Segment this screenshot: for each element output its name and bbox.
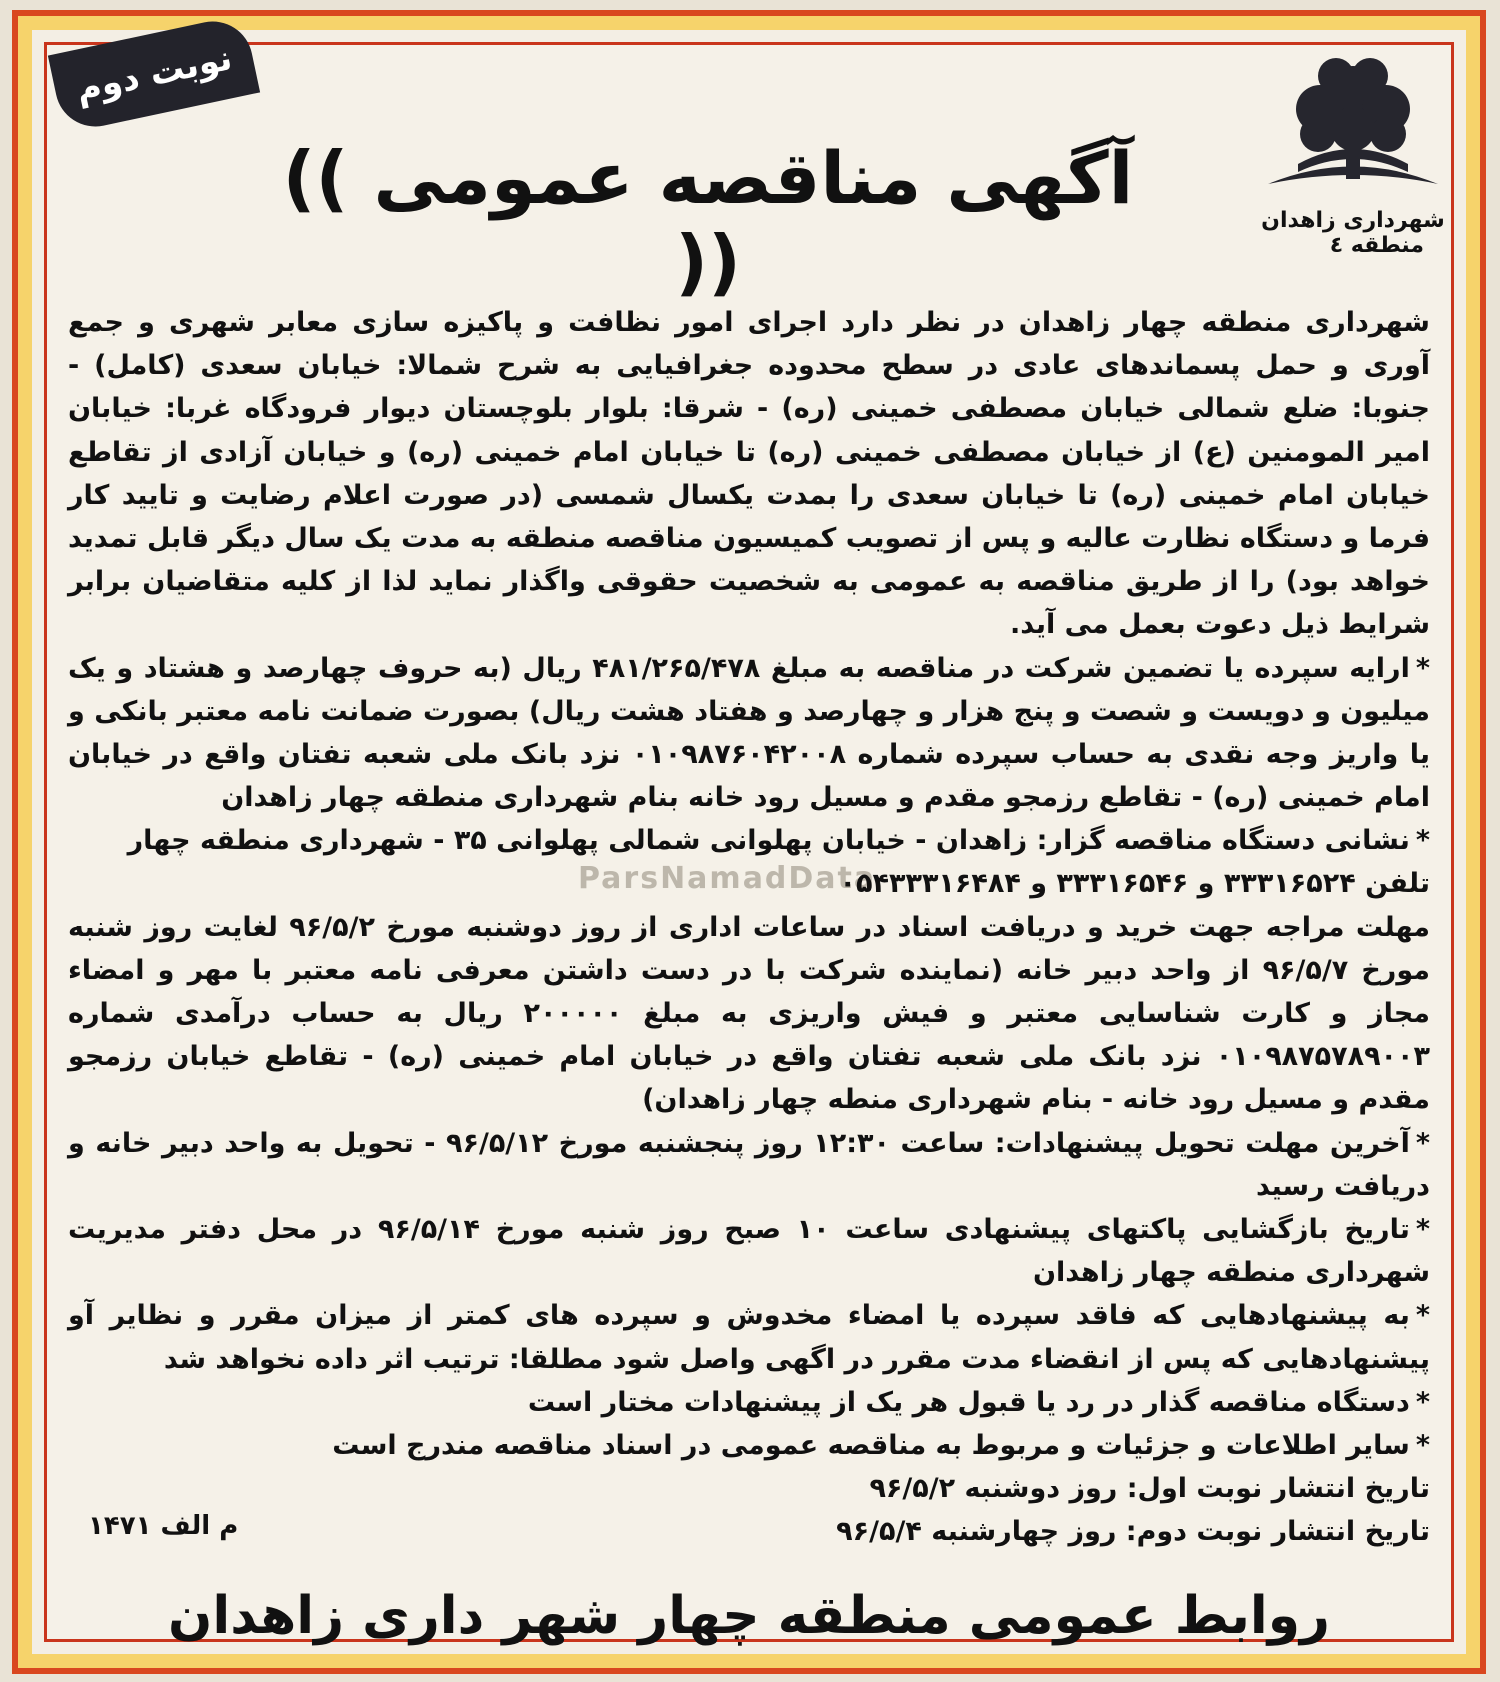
rights-item: * دستگاه مناقصه گذار در رد یا قبول هر یک از پیشنهادات مختار است	[68, 1381, 1430, 1424]
logo-region: منطقه ٤	[1329, 233, 1424, 258]
tree-emblem-icon	[1258, 54, 1448, 204]
advertisement-page	[12, 10, 1486, 1674]
notice-body	[68, 301, 1430, 1553]
intro-paragraph: شهرداری منطقه چهار زاهدان در نظر دارد اجرای امور نظافت و پاکیزه سازی معابر شهری و جمع آوری و حمل پسماندهای عادی در سطح محدوده جغرافیایی به شرح شمالا: خیابان سعدی (کامل) - جنوبا: ضلع شمالی خیابان مصطفی خمینی (ره) - شرقا: بلوار بلوچستان دیوار فرودگاه غربا: خیابان امیر المومنین (ع) از خیابان مصطفی خمینی (ره) تا خیابان امام خمینی (ره) و خیابان آزادی از تقاطع خیابان امام خمینی (ره) تا خیابان سعدی را بمدت یکسال شمسی (در صورت اعلام رضایت و تایید کار فرما و دستگاه نظارت عالیه و پس از تصویب کمیسیون مناقصه منطقه به مدت یک سال دیگر قابل تمدید خواهد بود) را از طریق مناقصه به عمومی به شخصیت حقوقی واگذار نماید لذا از کلیه متقاضیان برابر شرایط ذیل دعوت بعمل می آید.	[68, 307, 1430, 641]
reference-number: م الف ۱۴۷۱	[88, 1511, 239, 1541]
invalid-bids-item: * به پیشنهادهایی که فاقد سپرده یا امضاء مخدوش و سپرده های کمتر از میزان مقرر و نظایر آو پیشنهادهایی که پس از انقضاء مدت مقرر در اگهی واصل شود مطلقا: ترتیب اثر داده نخواهد شد	[68, 1294, 1430, 1380]
address-item: * نشانی دستگاه مناقصه گزار: زاهدان - خیابان پهلوانی شمالی پهلوانی ۳۵ - شهرداری منطقه چهار	[68, 819, 1430, 862]
opening-date-item: * تاریخ بازگشایی پاکتهای پیشنهادی ساعت ۱۰ صبح روز شنبه مورخ ۹۶/۵/۱۴ در محل دفتر مدیریت شهرداری منطقه چهار زاهدان	[68, 1208, 1430, 1294]
first-publication-line: تاریخ انتشار نوبت اول: روز دوشنبه ۹۶/۵/۲	[869, 1473, 1430, 1505]
logo-name: شهرداری زاهدان	[1261, 208, 1445, 233]
info-item: * سایر اطلاعات و جزئیات و مربوط به مناقصه عمومی در اسناد مناقصه مندرج است	[68, 1424, 1430, 1467]
watermark: ParsNamadData	[578, 861, 877, 896]
second-run-badge: نوبت دوم	[48, 14, 260, 134]
municipality-logo	[1248, 54, 1458, 294]
submission-deadline-item: * آخرین مهلت تحویل پیشنهادات: ساعت ۱۲:۳۰ روز پنجشنبه مورخ ۹۶/۵/۱۲ - تحویل به واحد دبیر خانه و دریافت رسید	[68, 1122, 1430, 1208]
deposit-item: * ارایه سپرده یا تضمین شرکت در مناقصه به مبلغ ۴۸۱/۲۶۵/۴۷۸ ریال (به حروف چهارصد و هشتاد و یک میلیون و دویست و شصت و پنج هزار و چهارصد و هفتاد هشت ریال) بصورت ضمانت نامه معتبر بانکی و یا واریز وجه نقدی به حساب سپرده شماره ۰۱۰۹۸۷۶۰۴۲۰۰۸ نزد بانک ملی شعبه تفتان واقع در خیابان امام خمینی (ره) - تقاطع رزمجو مقدم و مسیل رود خانه بنام شهرداری منطقه چهار زاهدان	[68, 647, 1430, 820]
footer-public-relations: روابط عمومی منطقه چهار شهر داری زاهدان	[168, 1586, 1330, 1646]
document-deadline-paragraph: مهلت مراجه جهت خرید و دریافت اسناد در ساعات اداری از روز دوشنبه مورخ ۹۶/۵/۲ لغایت روز شنبه مورخ ۹۶/۵/۷ از واحد دبیر خانه (نماینده شرکت با در دست داشتن معرفی نامه معتبر با مهر و امضاء مجاز و کارت شناسایی معتبر و فیش واریزی به مبلغ ۲۰۰۰۰۰ ریال به حساب درآمدی شماره ۰۱۰۹۸۷۵۷۸۹۰۰۳ نزد بانک ملی شعبه تفتان واقع در خیابان امام خمینی (ره) - تقاطع خیابان رزمجو مقدم و مسیل رود خانه - بنام شهرداری منطه چهار زاهدان)	[68, 911, 1431, 1116]
second-publication-line: تاریخ انتشار نوبت دوم: روز چهارشنبه ۹۶/۵/۴	[836, 1516, 1430, 1548]
page-title: (( آگهی مناقصه عمومی ))	[282, 136, 1134, 304]
phones-line: تلفن ۳۳۳۱۶۵۲۴ و ۳۳۳۱۶۵۴۶ و ۰۵۴۳۳۳۱۶۴۸۴	[839, 868, 1430, 900]
